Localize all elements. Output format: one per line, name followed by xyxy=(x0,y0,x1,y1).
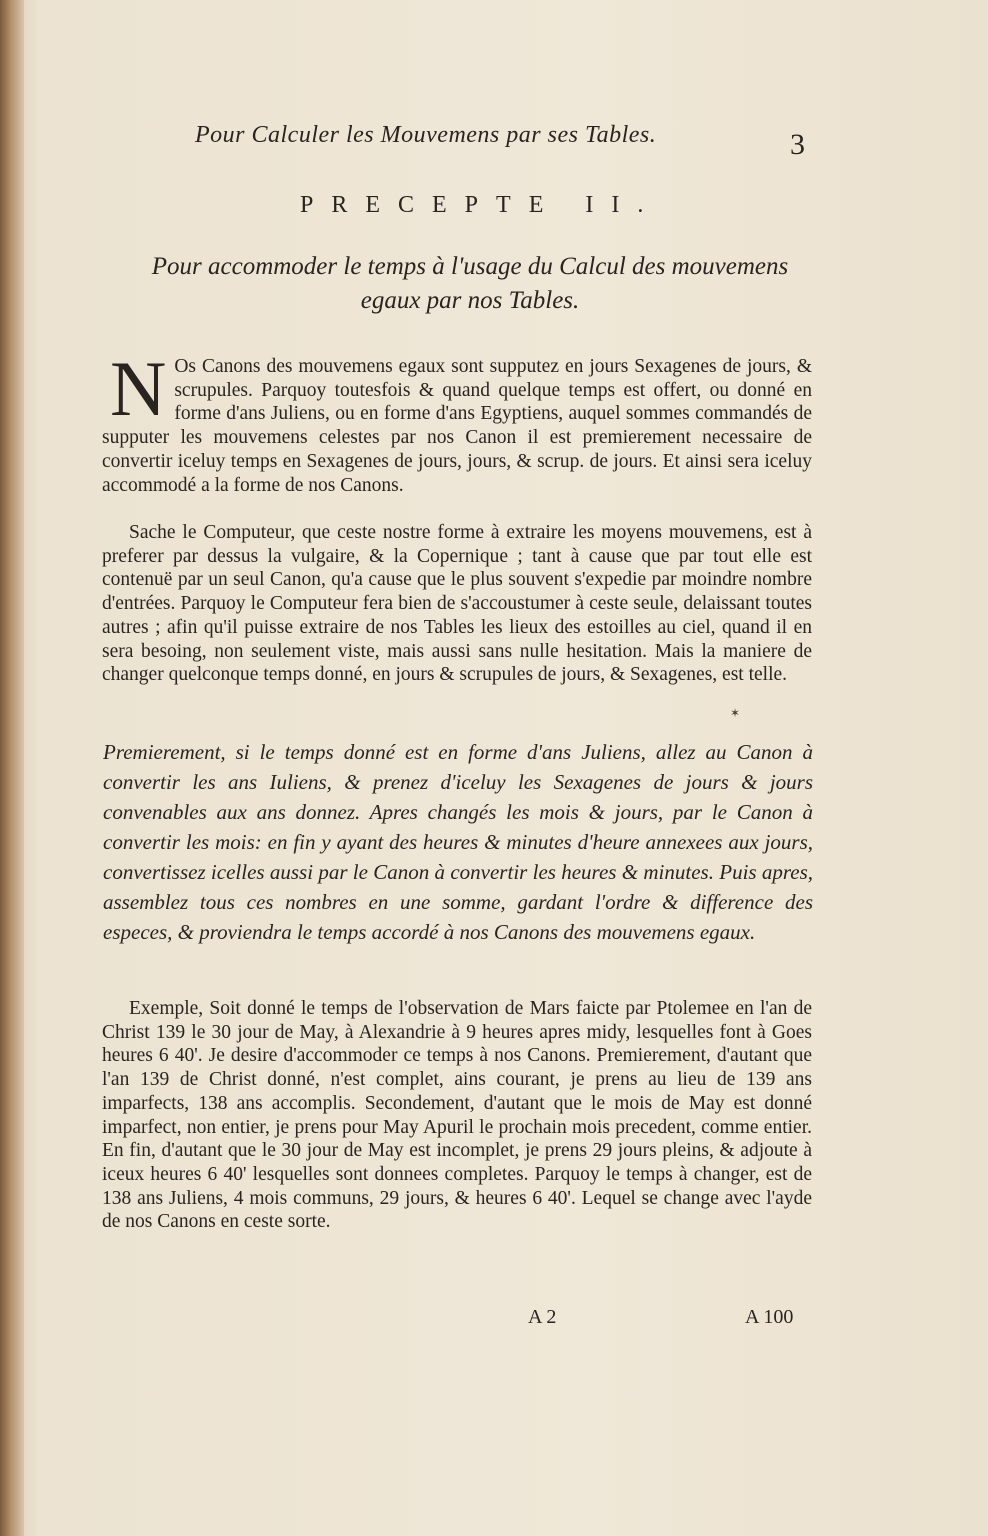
book-binding-edge xyxy=(0,0,24,1536)
paragraph-1 xyxy=(102,345,812,497)
example-paragraph: Exemple, Soit donné le temps de l'observation de Mars faicte par Ptolemee en l'an de Christ 139 le 30 jour de May, à Alexandrie à 9 heures apres midy, lesquelles font à Goes heures 6 40'. Je desire d'accommoder ce temps à nos Canons. Premierement, d'autant que l'an 139 de Christ donné, n'est complet, ains courant, je prens au lieu de 139 ans imparfects, 138 ans accomplis. Secondement, d'autant que le mois de May est donné imparfect, non entier, je prens pour May Apuril le prochain mois precedent, comme entier. En fin, d'autant que le 30 jour de May est incomplet, je prens 29 jours pleins, & adjoute à iceux heures 6 40' lesquelles sont donnees completes. Parquoy le temps à changer, est de 138 ans Juliens, 4 mois communs, 29 jours, & heures 6 40'. Lequel se change avec l'ayde de nos Canons en ceste sorte. xyxy=(102,998,812,1233)
signature-mark: A 2 xyxy=(528,1306,557,1328)
italic-rule-paragraph: Premierement, si le temps donné est en forme d'ans Juliens, allez au Canon à convertir les ans Iuliens, & prenez d'iceluy les Sexagenes de jours & jours convenables aux ans donnez. Apres changés les mois & jours, par le Canon à convertir les mois: en fin y ayant des heures & minutes d'heure annexees aux jours, convertissez icelles aussi par le Canon à convertir les heures & minutes. Puis apres, assemblez tous ces nombres en une somme, gardant l'ordre & difference des especes, & proviendra le temps accordé à nos Canons des mouvemens egaux. xyxy=(103,740,813,944)
drop-capital: N xyxy=(110,345,167,432)
catchword: A 100 xyxy=(745,1306,794,1328)
running-head: Pour Calculer les Mouvemens par ses Tables. xyxy=(195,122,657,148)
paragraph-1-text: Os Canons des mouvemens egaux sont supputez en jours Sexagenes de jours, & scrupules. Parquoy toutesfois & quand quelque temps est offert, ou donné en forme d'ans Juliens, ou en forme d'ans Egyptiens, auquel sommes commandés de supputer les mouvemens celestes par nos Canon il est premierement necessaire de convertir iceluy temps en Sexagenes de jours, jours, & scrup. de jours. Et ainsi sera iceluy accommodé a la forme de nos Canons. xyxy=(102,356,812,496)
page-number: 3 xyxy=(790,128,805,161)
printer-ornament-mark: ✶ xyxy=(730,706,741,720)
precept-heading: PRECEPTE II. xyxy=(300,192,662,218)
paragraph-2: Sache le Computeur, que ceste nostre forme à extraire les moyens mouvemens, est à preferer par dessus la vulgaire, & la Copernique ; tant à cause que par tout elle est contenuë par un seul Canon, qu'a cause que le plus souvent s'expedie par moindre nombre d'entrées. Parquoy le Computeur fera bien de s'accoustumer à ceste seule, delaissant toutes autres ; afin qu'il puisse extraire de nos Tables les lieux des estoilles au ciel, quand il en sera besoing, non seulement viste, mais aussi sans nulle hesitation. Mais la maniere de changer quelconque temps donné, en jours & scrupules de jours, & Sexagenes, est telle. xyxy=(102,522,812,686)
section-subtitle: Pour accommoder le temps à l'usage du Calcul des mouvemens egaux par nos Tables. xyxy=(151,253,789,314)
